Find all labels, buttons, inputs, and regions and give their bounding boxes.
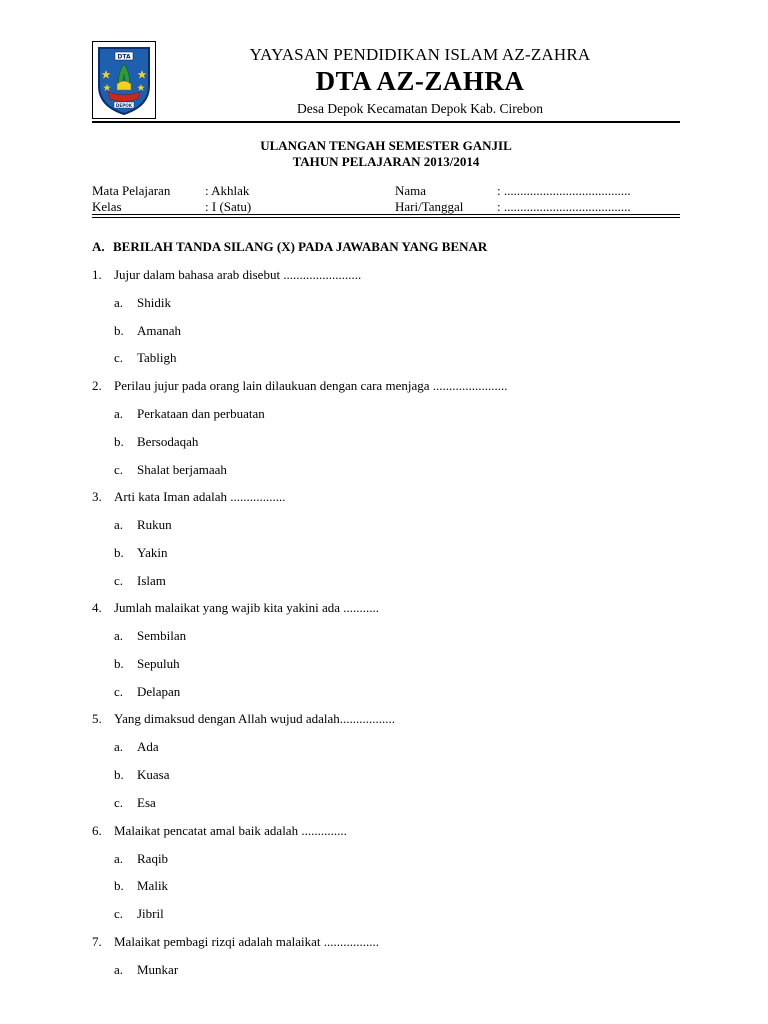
option-text: Ada <box>137 739 159 755</box>
svg-text:DEPOK: DEPOK <box>115 102 133 108</box>
option-text: Perkataan dan perbuatan <box>137 406 265 422</box>
option-letter: a. <box>114 628 124 644</box>
option-text: Jibril <box>137 905 164 921</box>
option-letter: c. <box>114 905 124 921</box>
option-letter: b. <box>114 322 124 338</box>
option-letter: b. <box>114 433 124 449</box>
option-text: Sembilan <box>137 628 187 644</box>
option-letter: a. <box>114 295 124 310</box>
school-name: DTA AZ-ZAHRA <box>315 66 525 96</box>
question-text: Perilau jujur pada orang lain dilaukuan dengan cara menjaga ....................... <box>114 378 508 394</box>
question-number: 3. <box>92 489 102 505</box>
class-value: : I (Satu) <box>205 199 252 214</box>
option-letter: c. <box>114 794 124 810</box>
option-text: Esa <box>137 794 156 810</box>
foundation-name: YAYASAN PENDIDIKAN ISLAM AZ-ZAHRA <box>249 45 591 64</box>
svg-text:DTA: DTA <box>117 53 131 61</box>
option-text: Raqib <box>137 850 169 866</box>
name-label: Nama <box>395 183 427 198</box>
option-text: Munkar <box>137 961 179 977</box>
option-text: Rukun <box>137 517 172 533</box>
option-letter: c. <box>114 461 124 477</box>
option-letter: a. <box>114 739 124 755</box>
question-number: 7. <box>92 933 102 949</box>
class-label: Kelas <box>92 199 122 214</box>
subject-label: Mata Pelajaran <box>92 183 171 198</box>
option-letter: a. <box>114 850 124 866</box>
question-text: Malaikat pembagi rizqi adalah malaikat ................. <box>114 933 379 949</box>
question-number: 1. <box>92 267 102 282</box>
date-label: Hari/Tanggal <box>395 199 464 214</box>
option-letter: a. <box>114 961 124 977</box>
exam-title-line-1: ULANGAN TENGAH SEMESTER GANJIL <box>260 138 512 153</box>
question-text: Arti kata Iman adalah ................. <box>114 489 286 505</box>
option-letter: b. <box>114 656 124 671</box>
option-letter: b. <box>114 878 124 894</box>
question-number: 6. <box>92 822 102 838</box>
question-text: Jumlah malaikat yang wajib kita yakini ada ........... <box>114 600 379 616</box>
option-text: Amanah <box>137 322 182 338</box>
option-text: Tabligh <box>137 350 177 366</box>
option-text: Delapan <box>137 683 181 699</box>
option-text: Islam <box>137 572 166 588</box>
option-text: Shalat berjamaah <box>137 461 227 477</box>
name-field: : ....................................... <box>497 183 631 198</box>
option-letter: b. <box>114 767 124 783</box>
option-letter: c. <box>114 572 124 588</box>
option-letter: a. <box>114 406 124 422</box>
option-letter: a. <box>114 517 124 533</box>
question-text: Jujur dalam bahasa arab disebut ........................ <box>114 267 362 282</box>
option-text: Bersodaqah <box>137 433 199 449</box>
question-text: Malaikat pencatat amal baik adalah .............. <box>114 822 347 838</box>
option-letter: c. <box>114 350 124 366</box>
date-field: : ....................................... <box>497 199 631 214</box>
option-text: Kuasa <box>137 767 170 783</box>
question-number: 4. <box>92 600 102 616</box>
question-text: Yang dimaksud dengan Allah wujud adalah................. <box>114 711 396 727</box>
subject-value: : Akhlak <box>205 183 250 198</box>
school-address: Desa Depok Kecamatan Depok Kab. Cirebon <box>297 101 543 116</box>
exam-title-line-2: TAHUN PELAJARAN 2013/2014 <box>292 154 480 169</box>
option-text: Yakin <box>137 544 168 560</box>
question-number: 5. <box>92 711 102 727</box>
option-text: Shidik <box>137 295 171 310</box>
section-letter: A. <box>92 239 105 254</box>
option-text: Malik <box>137 878 169 894</box>
option-letter: c. <box>114 683 124 699</box>
section-title: BERILAH TANDA SILANG (X) PADA JAWABAN YANG BENAR <box>113 239 488 254</box>
option-text: Sepuluh <box>137 656 180 671</box>
option-letter: b. <box>114 544 124 560</box>
question-number: 2. <box>92 378 102 394</box>
